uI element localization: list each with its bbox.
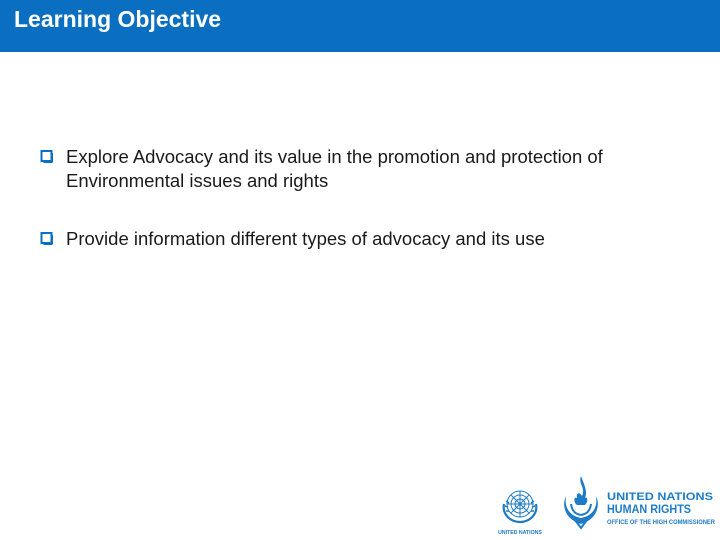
title-bar bbox=[0, 0, 720, 52]
bullet-item-2 bbox=[40, 227, 680, 251]
bullet-item-1 bbox=[40, 145, 680, 193]
bullet-text-1: Explore Advocacy and its value in the promotion and protection of Environmental issues and rights bbox=[66, 146, 603, 191]
hollow-square-bullet-icon bbox=[40, 232, 53, 245]
ohchr-line-1: UNITED NATIONS bbox=[607, 491, 713, 503]
ohchr-line-2: HUMAN RIGHTS bbox=[607, 504, 692, 516]
slide-title: Learning Objective bbox=[14, 6, 222, 32]
hollow-square-bullet-icon bbox=[40, 150, 53, 163]
bullet-text-2: Provide information different types of advocacy and its use bbox=[66, 228, 545, 249]
united-nations-emblem-icon bbox=[494, 484, 546, 536]
ohchr-line-3: OFFICE OF THE HIGH COMMISSIONER bbox=[607, 520, 716, 526]
un-logo-caption: UNITED NATIONS bbox=[498, 530, 542, 536]
ohchr-flame-emblem-icon bbox=[558, 474, 604, 530]
bullet-list bbox=[40, 145, 680, 251]
ohchr-logo-text bbox=[607, 489, 717, 529]
